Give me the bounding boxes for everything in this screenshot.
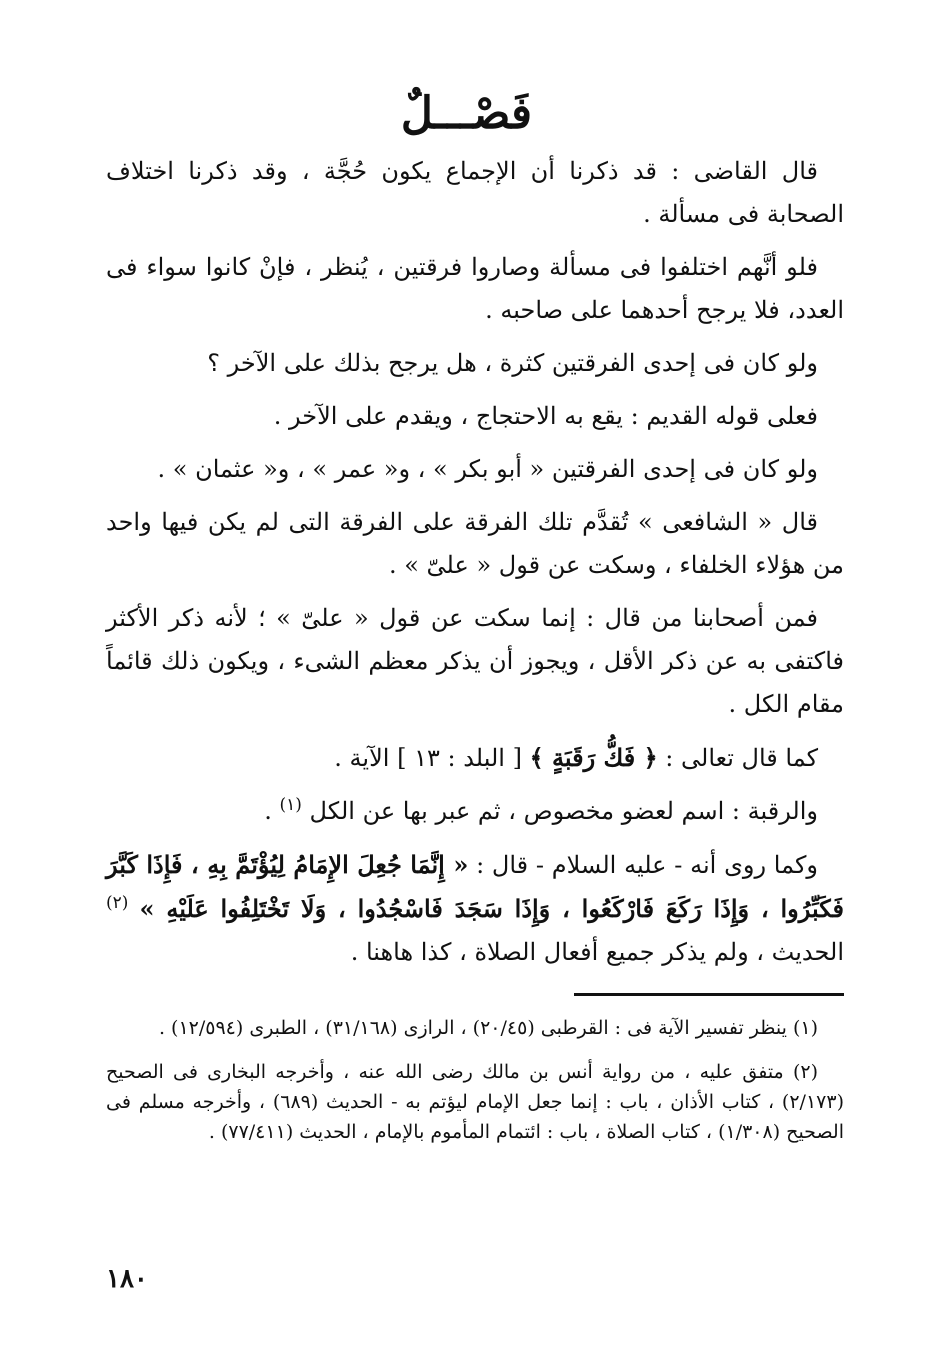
paragraph-5: ولو كان فى إحدى الفرقتين « أبو بكر » ، و« عمر » ، و« عثمان » .: [157, 455, 818, 483]
paragraph-7: فمن أصحابنا من قال : إنما سكت عن قول « علىّ » ؛ لأنه ذكر الأكثر فاكتفى به عن ذكر الأقل ، ويجوز أن يذكر معظم الشىء ، ويكون ذلك قائماً مقام الكل .: [106, 604, 844, 718]
page-number: ١٨٠: [106, 1264, 148, 1294]
paragraph-8-lead: كما قال تعالى :: [665, 744, 818, 772]
paragraph-10: [106, 843, 844, 974]
paragraph-6: قال « الشافعى » تُقدَّم تلك الفرقة على الفرقة التى لم يكن فيها واحد من هؤلاء الخلفاء ، وسكت عن قول « علىّ » .: [106, 508, 844, 579]
footnote-ref-2: (٢): [106, 893, 129, 913]
paragraph-9-end: .: [264, 797, 272, 825]
footnotes: [106, 1013, 844, 1161]
paragraph-4: فعلى قوله القديم : يقع به الاحتجاج ، ويقدم على الآخر .: [273, 402, 818, 430]
paragraph-8: [106, 736, 844, 780]
hadith-quote: « إِنَّمَا جُعِلَ الإِمَامُ لِيُؤْتَمَّ بِهِ ، فَإِذَا كَبَّرَ فَكَبِّرُوا ، وَإِذَا رَكَعَ فَارْكَعُوا ، وَإِذَا سَجَدَ فَاسْجُدُوا ، وَلَا تَخْتَلِفُوا عَلَيْهِ »: [106, 850, 844, 923]
paragraph-1: قال القاضى : قد ذكرنا أن الإجماع يكون حُجَّة ، وقد ذكرنا اختلاف الصحابة فى مسألة .: [106, 157, 844, 228]
paragraph-2: فلو أنَّهم اختلفوا فى مسألة وصاروا فرقتين ، يُنظر ، فإنْ كانوا سواء فى العدد، فلا يرجح أحدهما على صاحبه .: [106, 253, 844, 324]
paragraph-10-lead: وكما روى أنه - عليه السلام - قال :: [476, 851, 818, 879]
paragraph-10-tail: الحديث ، ولم يذكر جميع أفعال الصلاة ، كذا هاهنا .: [350, 938, 844, 966]
paragraph-9: [106, 790, 844, 833]
paragraph-8-citation: [ البلد : ١٣ ] الآية .: [334, 744, 522, 772]
main-text: [106, 150, 844, 984]
footnote-1: (١) ينظر تفسير الآية فى : القرطبى (٢٠/٤٥) ، الرازى (٣١/١٦٨) ، الطبرى (١٢/٥٩٤) .: [158, 1017, 818, 1039]
quran-verse: ﴿ فَكُّ رَقَبَةٍ ﴾: [529, 743, 658, 772]
footnote-ref-1: (١): [279, 795, 302, 815]
section-heading: فَصْـــلٌ: [400, 88, 533, 139]
paragraph-9-text: والرقبة : اسم لعضو مخصوص ، ثم عبر بها عن الكل: [309, 797, 818, 825]
footnote-2: (٢) متفق عليه ، من رواية أنس بن مالك رضى الله عنه ، وأخرجه البخارى فى الصحيح (٢/١٧٣) ، كتاب الأذان ، باب : إنما جعل الإمام ليؤتم به - الحديث (٦٨٩) ، وأخرجه مسلم فى الصحيح (١/٣٠٨) ، كتاب الصلاة ، باب : ائتمام المأموم بالإمام ، الحديث (٧٧/٤١١) .: [106, 1061, 844, 1143]
paragraph-3: ولو كان فى إحدى الفرقتين كثرة ، هل يرجح بذلك على الآخر ؟: [207, 349, 818, 377]
footnote-divider: [574, 993, 844, 996]
